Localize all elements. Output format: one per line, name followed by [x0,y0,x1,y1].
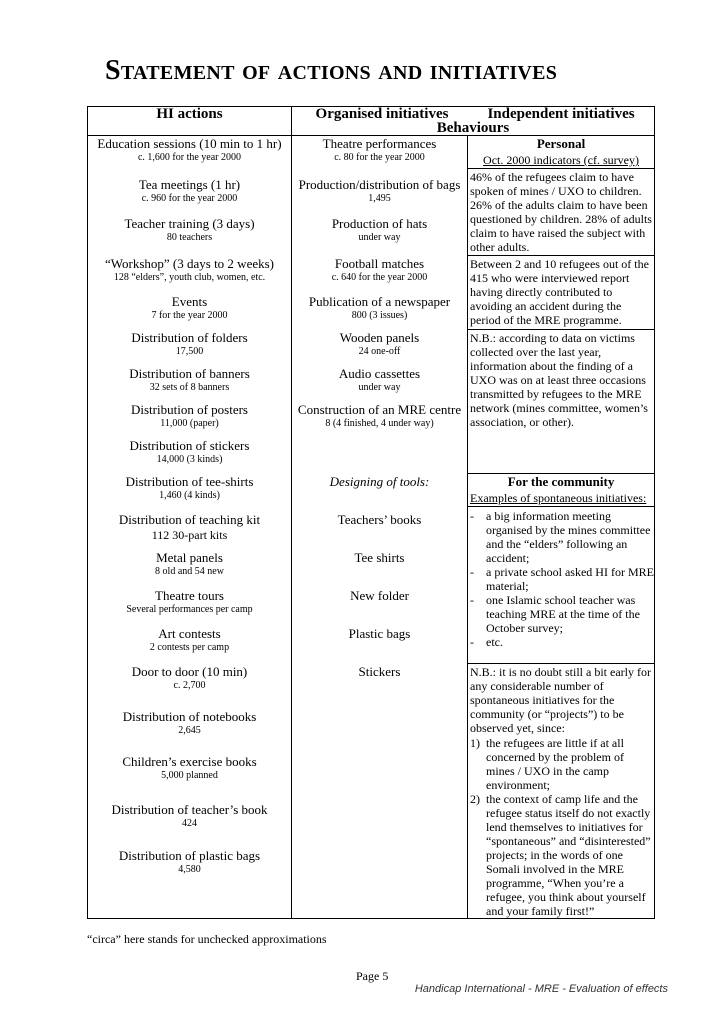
hi-action-cell [88,136,292,177]
organised-cell [292,216,468,255]
organised-name: Designing of tools: [329,473,430,489]
hi-action-cell [88,366,292,402]
hi-action-cell [88,438,292,474]
organised-name: New folder [350,587,409,603]
community-nb-text: N.B.: it is no doubt still a bit early for any considerable number of spontaneous initiatives for the community (or “projects”) to be observed yet, since: [470,665,651,735]
organised-name: Tee shirts [354,549,405,565]
personal-accidents [468,256,655,330]
list-item: - etc. [468,635,654,649]
organised-cell [292,550,468,588]
hi-action-cell [88,848,292,919]
footer: Handicap International - MRE - Evaluation of effects [414,983,668,995]
hi-action-detail: 128 “elders”, youth club, women, etc. [113,271,266,283]
hi-action-name: Events [171,293,208,309]
organised-detail: 24 one-off [358,345,401,357]
hi-action-cell [88,474,292,512]
hi-action-cell [88,626,292,664]
hi-action-cell [88,402,292,438]
organised-detail: c. 640 for the year 2000 [331,271,428,283]
hi-action-name: Children’s exercise books [122,754,257,770]
organised-name: Stickers [358,663,401,679]
organised-detail: 800 (3 issues) [351,309,408,321]
hi-action-detail: Several performances per camp [126,603,253,615]
organised-cell [292,474,468,512]
list-number: 1) [470,736,480,750]
organised-header: Organised initiatives [315,106,449,122]
list-item: - one Islamic school teacher was teaching MRE at the time of the October survey; [468,593,654,635]
hi-action-name: Distribution of teacher’s book [111,802,268,818]
hi-action-cell [88,177,292,216]
organised-name: Plastic bags [348,625,411,641]
organised-name: Wooden panels [339,329,420,345]
organised-cell [292,664,468,709]
behaviours-header: Behaviours [436,120,510,136]
organised-cell [292,512,468,550]
hi-action-name: Distribution of plastic bags [118,847,261,863]
page-title: Statement of actions and initiatives [105,55,558,86]
community-section [468,474,655,664]
hi-action-cell [88,294,292,330]
personal-survey-text: 46% of the refugees claim to have spoken of mines / UXO to children. 26% of the adults claim to have been questioned by children. 28% of adults claim to have raised the subject with other adults. [468,168,654,255]
organised-name: Production of hats [331,216,428,232]
personal-section [468,136,655,256]
hi-action-detail: 424 [182,818,197,830]
hi-action-detail: 7 for the year 2000 [151,309,228,321]
hi-action-detail: c. 2,700 [173,679,206,691]
hi-action-detail: 4,580 [178,863,201,875]
hi-action-name: Tea meetings (1 hr) [138,176,241,192]
organised-detail: 1,495 [368,192,391,204]
table-row [88,256,655,294]
hi-action-name: Distribution of folders [131,329,248,345]
hi-action-detail: 14,000 (3 kinds) [156,453,223,465]
hi-action-detail: 1,460 (4 kinds) [159,489,220,501]
organised-detail: c. 80 for the year 2000 [334,152,425,163]
hi-action-name: Theatre tours [155,587,224,603]
organised-cell [292,848,468,919]
organised-cell [292,438,468,474]
hi-action-detail: 2,645 [178,724,201,736]
community-nb [468,664,655,919]
personal-nb [468,330,655,474]
personal-nb-text: N.B.: according to data on victims collected over the last year, information about the finding of a UXO was on at least three occasions transmitted by refugees to the MRE network (mines committee, women’s association, or other). [470,331,648,429]
circa-note: “circa” here stands for unchecked approximations [87,932,327,946]
hi-action-detail: c. 1,600 for the year 2000 [137,152,242,163]
community-heading: For the community [507,474,615,489]
organised-name: Audio cassettes [338,365,421,381]
hi-action-detail: 5,000 planned [161,770,218,782]
community-subheading: Examples of spontaneous initiatives: [470,491,647,505]
hi-action-cell [88,664,292,709]
table-row [88,474,655,512]
hi-action-name: Distribution of banners [129,365,250,381]
organised-detail: 8 (4 finished, 4 under way) [325,417,434,429]
hi-action-detail: 17,500 [175,345,204,357]
personal-accidents-text: Between 2 and 10 refugees out of the 415 who were interviewed report having directly contributed to avoiding an accident during the period of the MRE programme. [470,257,649,327]
organised-name: Publication of a newspaper [308,293,451,309]
hi-action-detail: 80 teachers [166,232,213,244]
reason-text: the context of camp life and the refugee status itself do not exactly lend themselves to initiatives for “spontaneous” and “disinterested” projects; in the words of one Somali involved in the MRE programme, “When you’re a refugee, you think about yourself and your family first!” [486,792,651,918]
organised-name: Production/distribution of bags [298,176,461,192]
hi-action-detail: 2 contests per camp [149,641,230,653]
actions-table [87,106,655,919]
table-row [88,136,655,177]
table-row [88,664,655,709]
organised-cell [292,802,468,847]
hi-actions-header: HI actions [88,107,292,136]
organised-name: Construction of an MRE centre [297,401,462,417]
hi-action-name: Distribution of teaching kit [118,511,261,527]
list-item [468,792,654,918]
hi-action-cell [88,709,292,754]
hi-action-name: Metal panels [156,549,223,565]
hi-action-name: Distribution of stickers [129,437,250,453]
hi-action-name: Distribution of posters [131,401,248,417]
hi-action-cell [88,330,292,366]
hi-action-name: Door to door (10 min) [131,663,248,679]
organised-cell [292,588,468,626]
independent-header: Independent initiatives [487,106,635,122]
hi-action-cell [88,588,292,626]
organised-detail: under way [358,381,401,393]
organised-cell [292,177,468,216]
hi-action-name: Distribution of tee-shirts [125,473,254,489]
organised-cell [292,136,468,177]
hi-action-name: “Workshop” (3 days to 2 weeks) [105,255,274,271]
header-row [88,107,655,136]
hi-action-detail: 8 old and 54 new [155,565,224,577]
organised-name: Theatre performances [322,136,437,151]
organised-name: Football matches [334,255,425,271]
organised-cell [292,402,468,438]
hi-action-name: Education sessions (10 min to 1 hr) [97,136,282,151]
list-item [468,736,654,792]
hi-action-cell [88,256,292,294]
hi-action-cell [88,216,292,255]
community-initiatives-list [468,506,654,649]
list-item: - a big information meeting organised by the mines committee and the “elders” following an accident; [468,509,654,565]
hi-action-cell [88,802,292,847]
hi-action-name: Art contests [158,625,221,641]
organised-cell [292,256,468,294]
organised-cell [292,294,468,330]
hi-action-cell [88,512,292,550]
page-number: Page 5 [356,969,389,983]
organised-cell [292,709,468,754]
hi-action-detail: 32 sets of 8 banners [149,381,230,393]
organised-cell [292,366,468,402]
hi-action-cell [88,754,292,802]
hi-action-cell [88,550,292,588]
reason-text: the refugees are little if at all concerned by the problem of mines / UXO in the camp environment; [486,736,624,792]
list-number: 2) [470,792,480,806]
hi-action-detail: c. 960 for the year 2000 [141,192,238,204]
personal-subheading: Oct. 2000 indicators (cf. survey) [483,153,639,167]
personal-heading: Personal [536,136,586,151]
organised-cell [292,754,468,802]
table-row [88,330,655,366]
organised-detail: under way [358,232,401,244]
organised-name: Teachers’ books [337,511,422,527]
organised-cell [292,626,468,664]
list-item: - a private school asked HI for MRE material; [468,565,654,593]
hi-action-detail: 11,000 (paper) [160,417,219,429]
hi-action-name: Teacher training (3 days) [124,216,255,232]
hi-action-name: Distribution of notebooks [122,708,257,724]
organised-cell [292,330,468,366]
hi-action-detail: 112 30-part kits [151,527,228,542]
